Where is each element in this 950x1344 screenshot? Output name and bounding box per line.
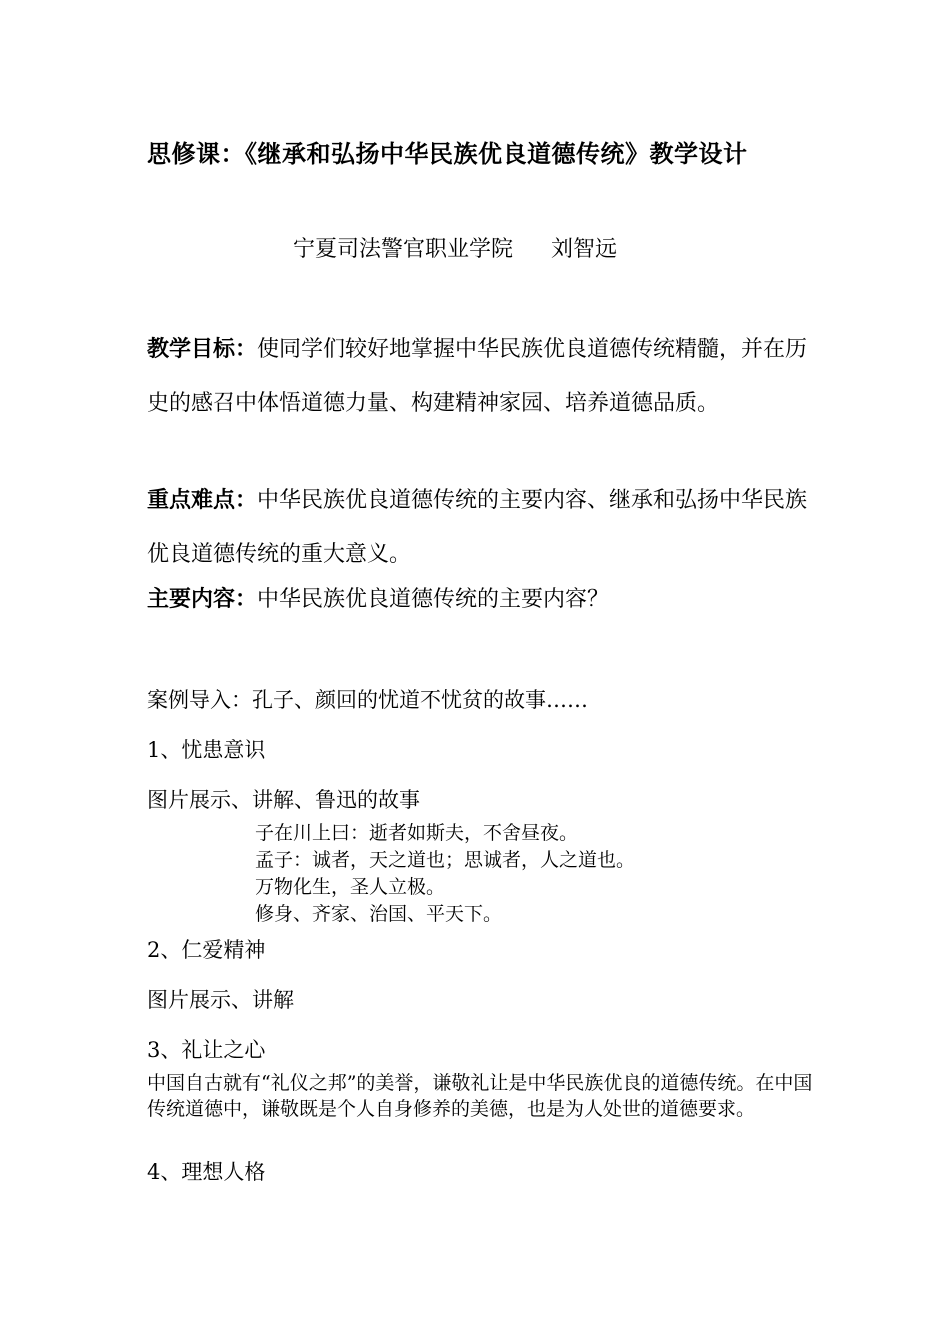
- key-points-label: 重点难点：: [147, 488, 258, 513]
- quote-1: 子在川上曰：逝者如斯夫，不舍昼夜。: [255, 822, 579, 844]
- section-2-note: 图片展示、讲解: [147, 988, 294, 1012]
- document-title: 思修课：《继承和弘扬中华民族优良道德传统》教学设计: [147, 140, 748, 168]
- section-2-heading: 2、仁爱精神: [147, 938, 266, 962]
- section-3-text: 中国自古就有“礼仪之邦”的美誉，谦敬礼让是中华民族优良的道德传统。在中国传统道德中，谦敬既是个人自身修养的美德，也是为人处世的道德要求。: [147, 1072, 813, 1120]
- author-line: [293, 232, 617, 263]
- main-content-paragraph: [147, 573, 609, 627]
- quote-2: 孟子：诚者，天之道也；思诚者，人之道也。: [255, 849, 636, 871]
- main-content-text: 中华民族优良道德传统的主要内容？: [257, 587, 610, 612]
- author-school: 宁夏司法警官职业学院: [293, 237, 514, 262]
- case-intro: 案例导入：孔子、颜回的忧道不忧贫的故事……: [147, 688, 588, 712]
- teaching-goal-label: 教学目标：: [147, 337, 258, 362]
- section-4-heading: 4、理想人格: [147, 1160, 266, 1184]
- quote-4: 修身、齐家、治国、平天下。: [255, 903, 503, 925]
- section-3-heading: 3、礼让之心: [147, 1038, 266, 1062]
- main-content-label: 主要内容：: [147, 587, 258, 612]
- key-points-text: 中华民族优良道德传统的主要内容、继承和弘扬中华民族优良道德传统的重大意义。: [147, 488, 808, 567]
- quote-3: 万物化生，圣人立极。: [255, 876, 446, 898]
- author-name: 刘智远: [551, 237, 618, 262]
- key-points-paragraph: [147, 474, 827, 582]
- section-1-heading: 1、忧患意识: [147, 738, 266, 762]
- teaching-goal-text: 使同学们较好地掌握中华民族优良道德传统精髓，并在历史的感召中体悟道德力量、构建精神家园、培养道德品质。: [147, 337, 808, 416]
- section-1-note: 图片展示、讲解、鲁迅的故事: [147, 788, 420, 812]
- teaching-goal-paragraph: [147, 323, 827, 431]
